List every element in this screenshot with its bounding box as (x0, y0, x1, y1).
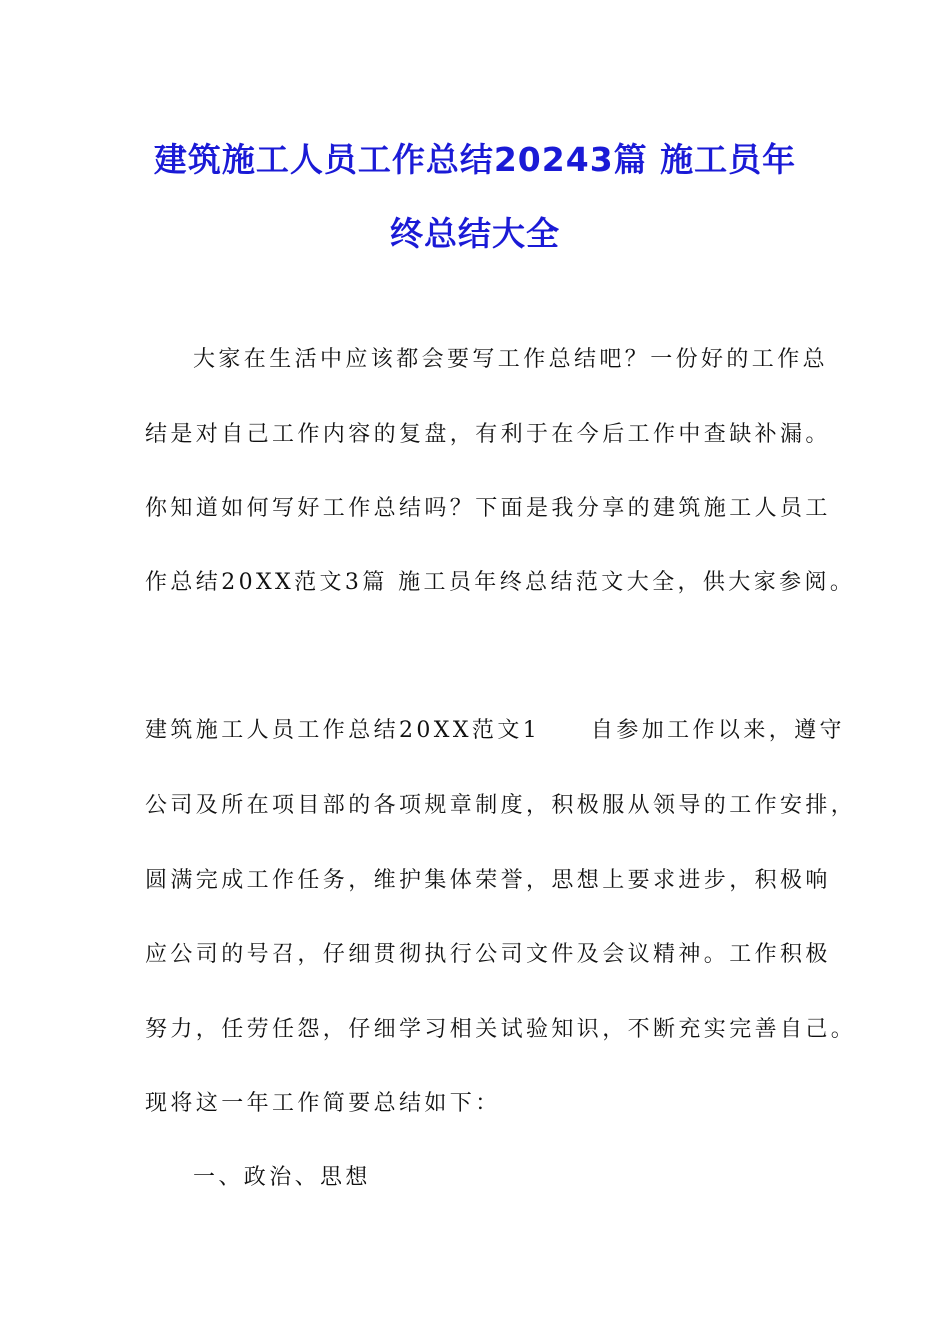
body-paragraph-line: 努力，任劳任怨，仔细学习相关试验知识，不断充实完善自己。 (145, 1017, 857, 1042)
intro-paragraph-line: 大家在生活中应该都会要写工作总结吧？一份好的工作总 (193, 347, 829, 372)
body-paragraph-line: 建筑施工人员工作总结20XX范文1 自参加工作以来，遵守 (145, 718, 845, 743)
intro-paragraph-line: 作总结20XX范文3篇 施工员年终总结范文大全，供大家参阅。 (145, 570, 856, 595)
body-paragraph-line: 应公司的号召，仔细贯彻执行公司文件及会议精神。工作积极 (145, 942, 831, 967)
document-title-line-1: 建筑施工人员工作总结20243篇 施工员年 (153, 140, 797, 179)
intro-paragraph-line: 结是对自己工作内容的复盘，有利于在今后工作中查缺补漏。 (145, 422, 831, 447)
section-heading: 一、政治、思想 (193, 1165, 371, 1190)
body-paragraph-line: 公司及所在项目部的各项规章制度，积极服从领导的工作安排， (145, 793, 857, 818)
body-paragraph-line: 圆满完成工作任务，维护集体荣誉，思想上要求进步，积极响 (145, 868, 831, 893)
document-title-line-2: 终总结大全 (390, 214, 560, 253)
intro-paragraph-line: 你知道如何写好工作总结吗？下面是我分享的建筑施工人员工 (145, 496, 831, 521)
body-paragraph-line: 现将这一年工作简要总结如下： (145, 1091, 501, 1116)
